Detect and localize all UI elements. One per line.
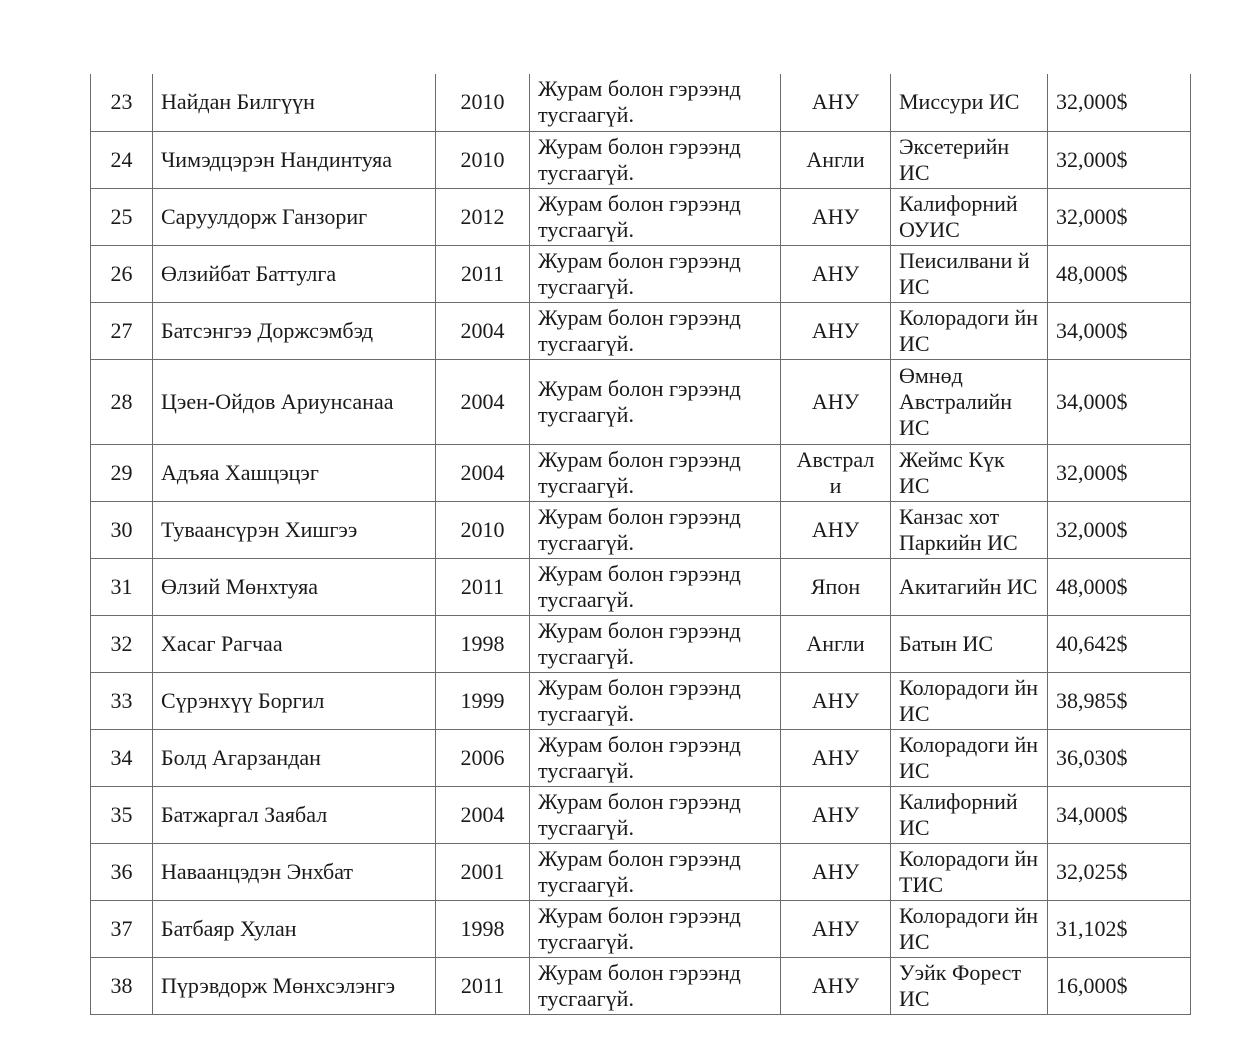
cell-name: Туваансүрэн Хишгээ	[153, 501, 436, 558]
cell-note: Журам болон гэрээнд тусгаагүй.	[530, 444, 781, 501]
cell-num: 38	[91, 957, 153, 1014]
cell-num: 26	[91, 245, 153, 302]
cell-name: Чимэдцэрэн Нандинтуяа	[153, 131, 436, 188]
table-row	[91, 900, 1191, 957]
cell-note: Журам болон гэрээнд тусгаагүй.	[530, 729, 781, 786]
table-row	[91, 245, 1191, 302]
cell-name: Өлзийбат Баттулга	[153, 245, 436, 302]
cell-school: Колорадоги йн ИС	[891, 302, 1048, 359]
cell-num: 28	[91, 359, 153, 444]
cell-amount: 48,000$	[1048, 558, 1191, 615]
table-row	[91, 672, 1191, 729]
cell-country: АНУ	[781, 74, 891, 131]
cell-school: Пеисилвани й ИС	[891, 245, 1048, 302]
table-row	[91, 359, 1191, 444]
cell-note: Журам болон гэрээнд тусгаагүй.	[530, 302, 781, 359]
cell-num: 31	[91, 558, 153, 615]
cell-note: Журам болон гэрээнд тусгаагүй.	[530, 786, 781, 843]
cell-year: 2010	[436, 131, 530, 188]
cell-school: Уэйк Форест ИС	[891, 957, 1048, 1014]
cell-num: 33	[91, 672, 153, 729]
cell-note: Журам болон гэрээнд тусгаагүй.	[530, 188, 781, 245]
cell-amount: 34,000$	[1048, 302, 1191, 359]
cell-year: 2010	[436, 501, 530, 558]
cell-num: 34	[91, 729, 153, 786]
cell-num: 29	[91, 444, 153, 501]
cell-name: Хасаг Рагчаа	[153, 615, 436, 672]
cell-country: АНУ	[781, 501, 891, 558]
cell-country: Австрал и	[781, 444, 891, 501]
cell-school: Колорадоги йн ИС	[891, 729, 1048, 786]
cell-country: АНУ	[781, 900, 891, 957]
cell-year: 2010	[436, 74, 530, 131]
table-row	[91, 501, 1191, 558]
cell-name: Өлзий Мөнхтуяа	[153, 558, 436, 615]
cell-num: 36	[91, 843, 153, 900]
cell-year: 1998	[436, 900, 530, 957]
table-row	[91, 188, 1191, 245]
cell-note: Журам болон гэрээнд тусгаагүй.	[530, 672, 781, 729]
cell-name: Саруулдорж Ганзориг	[153, 188, 436, 245]
cell-country: АНУ	[781, 245, 891, 302]
cell-year: 2004	[436, 444, 530, 501]
cell-school: Калифорний ИС	[891, 786, 1048, 843]
cell-school: Батын ИС	[891, 615, 1048, 672]
cell-num: 37	[91, 900, 153, 957]
cell-amount: 48,000$	[1048, 245, 1191, 302]
cell-country: АНУ	[781, 188, 891, 245]
cell-school: Колорадоги йн ИС	[891, 900, 1048, 957]
cell-note: Журам болон гэрээнд тусгаагүй.	[530, 131, 781, 188]
cell-amount: 34,000$	[1048, 786, 1191, 843]
cell-year: 2011	[436, 558, 530, 615]
cell-name: Батсэнгээ Доржсэмбэд	[153, 302, 436, 359]
table-row	[91, 74, 1191, 131]
cell-country: Англи	[781, 131, 891, 188]
cell-country: Япон	[781, 558, 891, 615]
cell-note: Журам болон гэрээнд тусгаагүй.	[530, 558, 781, 615]
cell-name: Батжаргал Заябал	[153, 786, 436, 843]
table-row	[91, 558, 1191, 615]
cell-year: 2004	[436, 302, 530, 359]
cell-num: 25	[91, 188, 153, 245]
cell-name: Наваанцэдэн Энхбат	[153, 843, 436, 900]
cell-school: Колорадоги йн ТИС	[891, 843, 1048, 900]
table-row	[91, 843, 1191, 900]
cell-year: 2006	[436, 729, 530, 786]
cell-country: АНУ	[781, 302, 891, 359]
cell-school: Жеймс Күк ИС	[891, 444, 1048, 501]
cell-name: Найдан Билгүүн	[153, 74, 436, 131]
cell-school: Калифорний ОУИС	[891, 188, 1048, 245]
cell-amount: 34,000$	[1048, 359, 1191, 444]
table-row	[91, 302, 1191, 359]
cell-amount: 32,000$	[1048, 74, 1191, 131]
table-row	[91, 131, 1191, 188]
records-table-body	[91, 74, 1191, 1014]
table-row	[91, 615, 1191, 672]
cell-year: 2011	[436, 245, 530, 302]
cell-school: Эксетерийн ИС	[891, 131, 1048, 188]
cell-school: Колорадоги йн ИС	[891, 672, 1048, 729]
cell-year: 2011	[436, 957, 530, 1014]
cell-note: Журам болон гэрээнд тусгаагүй.	[530, 957, 781, 1014]
cell-amount: 32,000$	[1048, 188, 1191, 245]
cell-country: АНУ	[781, 672, 891, 729]
cell-amount: 40,642$	[1048, 615, 1191, 672]
cell-year: 2004	[436, 359, 530, 444]
cell-amount: 32,000$	[1048, 444, 1191, 501]
cell-name: Пүрэвдорж Мөнхсэлэнгэ	[153, 957, 436, 1014]
cell-note: Журам болон гэрээнд тусгаагүй.	[530, 245, 781, 302]
table-row	[91, 729, 1191, 786]
cell-note: Журам болон гэрээнд тусгаагүй.	[530, 900, 781, 957]
cell-year: 2004	[436, 786, 530, 843]
cell-note: Журам болон гэрээнд тусгаагүй.	[530, 359, 781, 444]
cell-year: 2001	[436, 843, 530, 900]
cell-year: 1998	[436, 615, 530, 672]
cell-num: 30	[91, 501, 153, 558]
cell-country: АНУ	[781, 729, 891, 786]
table-row	[91, 957, 1191, 1014]
cell-amount: 16,000$	[1048, 957, 1191, 1014]
cell-country: АНУ	[781, 957, 891, 1014]
cell-note: Журам болон гэрээнд тусгаагүй.	[530, 843, 781, 900]
cell-school: Өмнөд Австралийн ИС	[891, 359, 1048, 444]
cell-amount: 31,102$	[1048, 900, 1191, 957]
cell-name: Адъяа Хашцэцэг	[153, 444, 436, 501]
cell-country: АНУ	[781, 359, 891, 444]
cell-num: 24	[91, 131, 153, 188]
cell-note: Журам болон гэрээнд тусгаагүй.	[530, 501, 781, 558]
cell-name: Батбаяр Хулан	[153, 900, 436, 957]
cell-num: 27	[91, 302, 153, 359]
cell-school: Акитагийн ИС	[891, 558, 1048, 615]
cell-country: АНУ	[781, 843, 891, 900]
cell-name: Сүрэнхүү Боргил	[153, 672, 436, 729]
cell-year: 1999	[436, 672, 530, 729]
cell-name: Болд Агарзандан	[153, 729, 436, 786]
cell-num: 32	[91, 615, 153, 672]
cell-school: Миссури ИС	[891, 74, 1048, 131]
records-table	[90, 74, 1191, 1015]
cell-school: Канзас хот Паркийн ИС	[891, 501, 1048, 558]
cell-year: 2012	[436, 188, 530, 245]
table-row	[91, 786, 1191, 843]
cell-country: АНУ	[781, 786, 891, 843]
cell-note: Журам болон гэрээнд тусгаагүй.	[530, 74, 781, 131]
cell-country: Англи	[781, 615, 891, 672]
cell-amount: 32,000$	[1048, 131, 1191, 188]
cell-num: 35	[91, 786, 153, 843]
cell-note: Журам болон гэрээнд тусгаагүй.	[530, 615, 781, 672]
cell-amount: 32,000$	[1048, 501, 1191, 558]
cell-name: Цэен-Ойдов Ариунсанаа	[153, 359, 436, 444]
cell-amount: 38,985$	[1048, 672, 1191, 729]
cell-amount: 32,025$	[1048, 843, 1191, 900]
cell-num: 23	[91, 74, 153, 131]
cell-amount: 36,030$	[1048, 729, 1191, 786]
table-row	[91, 444, 1191, 501]
